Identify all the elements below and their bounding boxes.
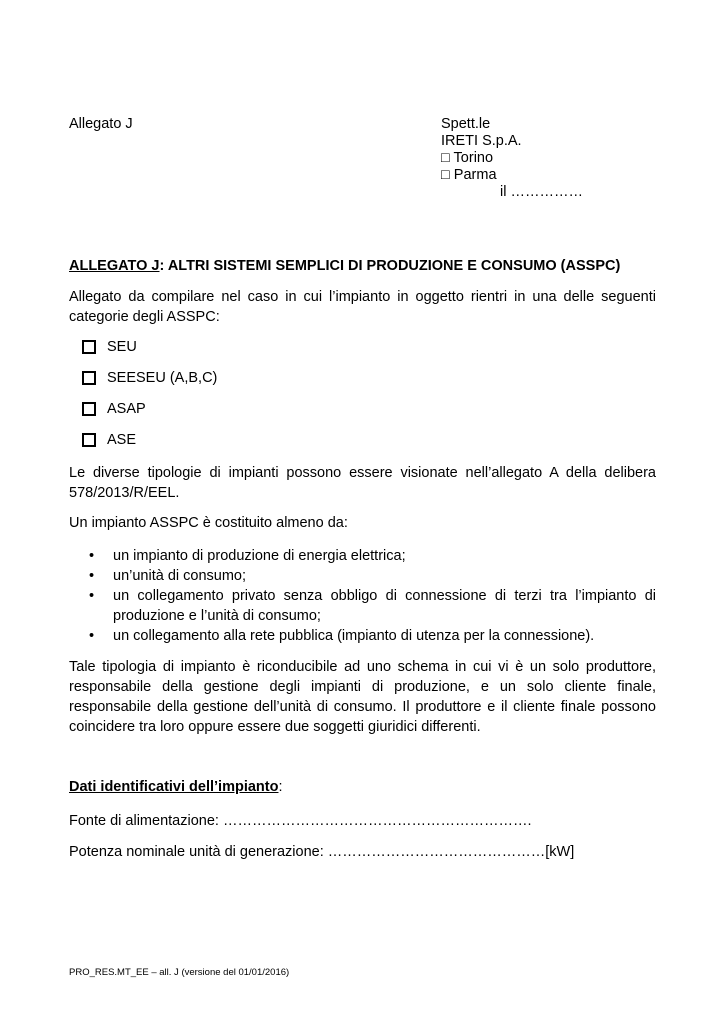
checkbox-icon xyxy=(82,371,96,385)
recipient-company: IRETI S.p.A. xyxy=(441,133,522,149)
bullet-icon: • xyxy=(89,588,95,604)
page-footer: PRO_RES.MT_EE – all. J (versione del 01/01/2016) xyxy=(69,967,290,978)
plant-data-heading xyxy=(69,779,283,795)
plant-data-heading-text: Dati identificativi dell’impianto xyxy=(69,779,279,795)
nominal-power-field[interactable]: Potenza nominale unità di generazione: ………………………………………[kW] xyxy=(69,844,575,860)
location-name: Torino xyxy=(453,150,494,166)
plant-data-heading-colon: : xyxy=(278,779,283,795)
checkbox-icon xyxy=(82,433,96,447)
composition-intro: Un impianto ASSPC è costituito almeno da: xyxy=(69,515,348,531)
composition-list xyxy=(89,546,656,646)
location-option-parma xyxy=(441,167,583,184)
location-checkbox-icon: □ xyxy=(441,150,450,166)
title-rest: : ALTRI SISTEMI SEMPLICI DI PRODUZIONE E CONSUMO (ASSPC) xyxy=(159,258,621,274)
document-title xyxy=(69,258,620,274)
date-line: il …………… xyxy=(500,184,583,200)
recipient-salutation: Spett.le xyxy=(441,116,491,132)
list-item: • un collegamento alla rete pubblica (impianto di utenza per la connessione). xyxy=(89,628,595,644)
list-item: • un collegamento privato senza obbligo di connessione di terzi tra l’impianto di produzione e l’unità di consumo; xyxy=(89,588,656,624)
category-option-ase xyxy=(82,432,136,448)
power-source-field[interactable]: Fonte di alimentazione: ………………………………………………………. xyxy=(69,813,532,829)
location-name: Parma xyxy=(453,167,497,183)
category-label: SEESEU (A,B,C) xyxy=(107,370,218,386)
title-underlined: ALLEGATO J xyxy=(69,258,160,274)
bullet-icon: • xyxy=(89,548,95,564)
location-option-torino xyxy=(441,150,583,167)
typologies-paragraph: Le diverse tipologie di impianti possono essere visionate nell’allegato A della delibera 578/2013/R/EEL. xyxy=(69,465,656,501)
category-label: ASE xyxy=(107,432,137,448)
category-option-asap xyxy=(82,401,146,417)
checkbox-icon xyxy=(82,340,96,354)
category-label: SEU xyxy=(107,339,137,355)
scheme-paragraph: Tale tipologia di impianto è riconducibile ad uno schema in cui vi è un solo produttore, responsabile della gestione degli impianti di produzione, e un solo cliente finale, responsabile della gestione dell’unità di consumo. Il produttore e il cliente finale possono coincidere tra loro oppure essere due soggetti giuridici differenti. xyxy=(69,659,656,735)
checkbox-icon xyxy=(82,402,96,416)
recipient-block xyxy=(441,116,583,201)
location-checkbox-icon: □ xyxy=(441,167,450,183)
intro-paragraph: Allegato da compilare nel caso in cui l’impianto in oggetto rientri in una delle seguenti categorie degli ASSPC: xyxy=(69,289,656,325)
category-option-seu xyxy=(82,339,137,355)
list-item: • un’unità di consumo; xyxy=(89,568,246,584)
bullet-icon: • xyxy=(89,628,95,644)
category-option-seeseu xyxy=(82,370,217,386)
attachment-label: Allegato J xyxy=(69,116,133,132)
bullet-icon: • xyxy=(89,568,95,584)
category-label: ASAP xyxy=(107,401,146,417)
list-item: • un impianto di produzione di energia elettrica; xyxy=(89,548,406,564)
